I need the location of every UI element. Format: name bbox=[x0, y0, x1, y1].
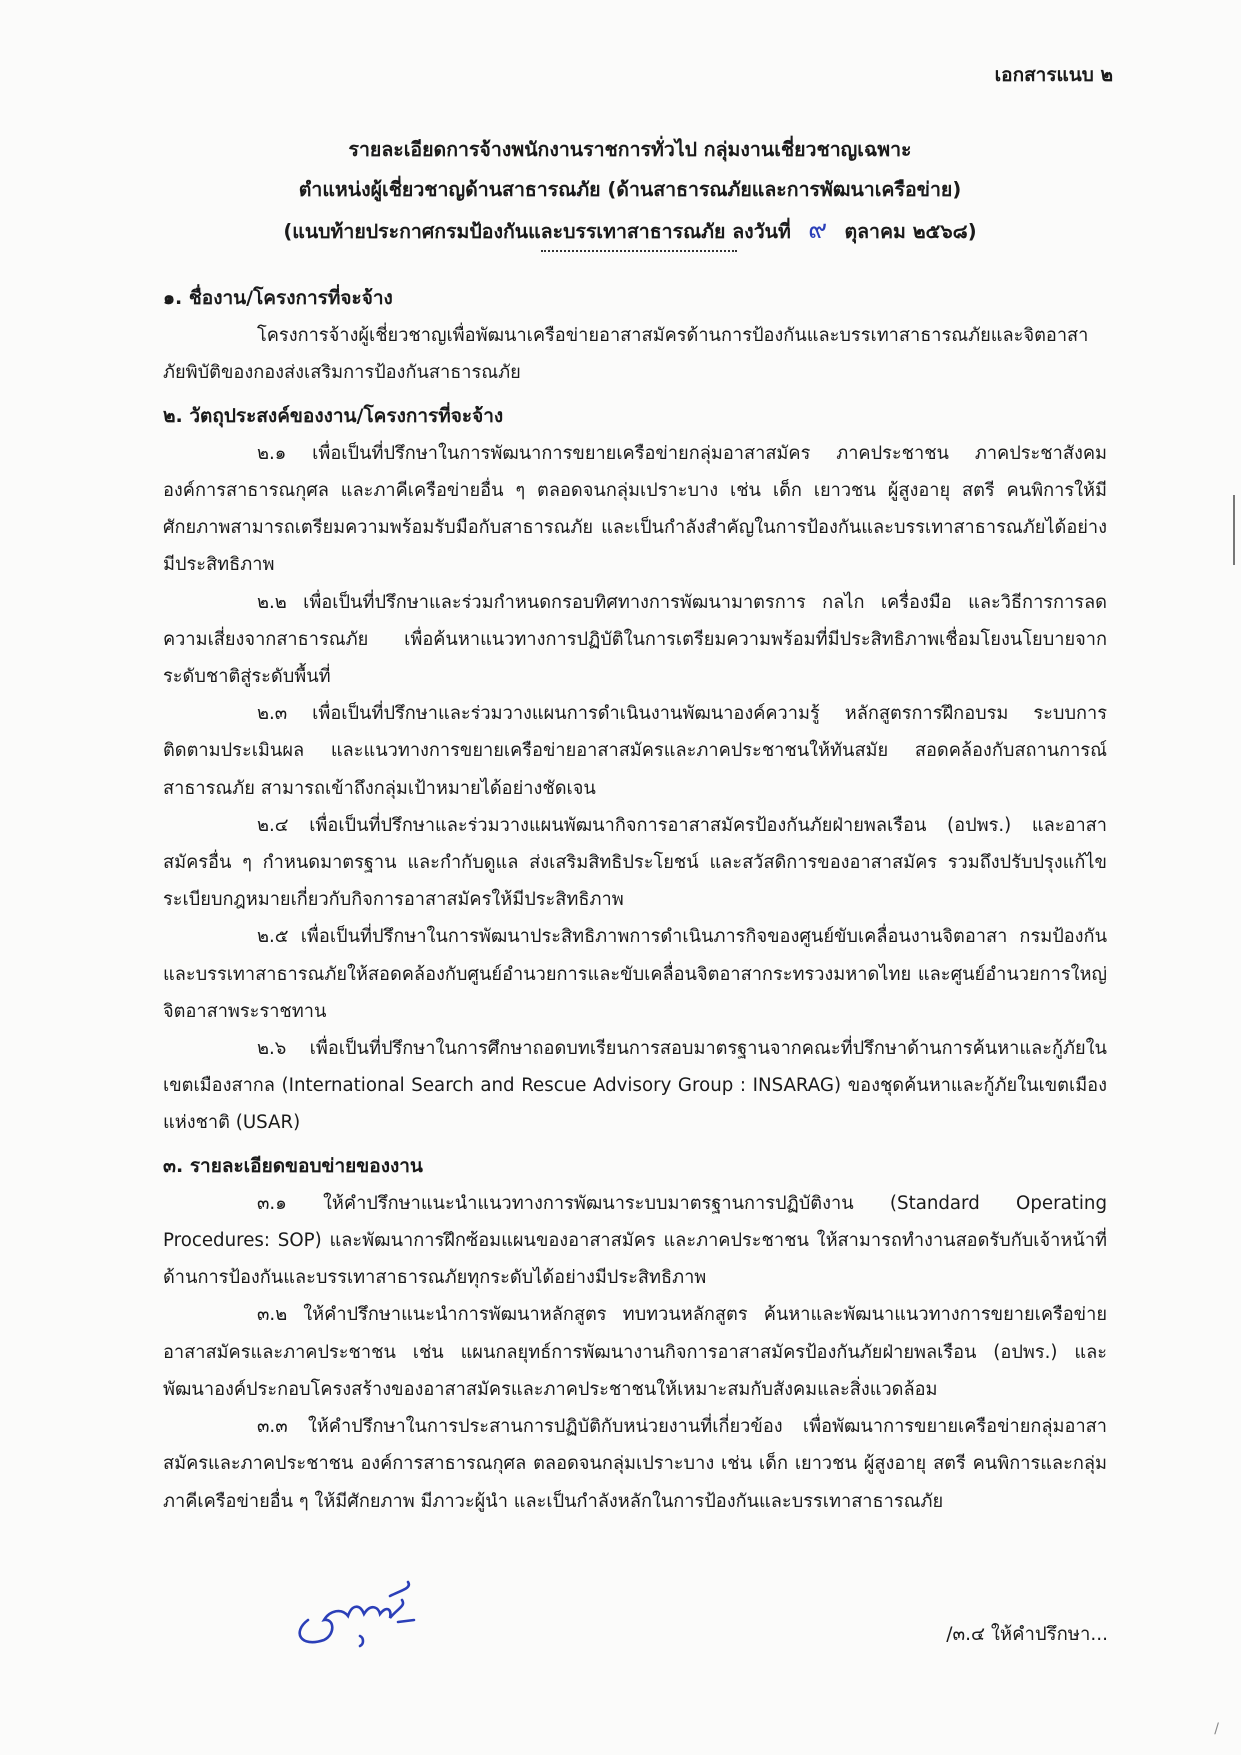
list-item: ๒.๕ เพื่อเป็นที่ปรึกษาในการพัฒนาประสิทธิภาพการดำเนินภารกิจของศูนย์ขับเคลื่อนงานจิตอาสา กรมป้องกันและบรรเทาสาธารณภัยให้สอดคล้องกับศูนย์อำนวยการและขับเคลื่อนจิตอาสากระทรวงมหาดไทย และศูนย์อำนวยการใหญ่จิตอาสาพระราชทาน bbox=[163, 926, 1107, 1022]
document-title bbox=[160, 130, 1100, 252]
list-item: ๓.๒ ให้คำปรึกษาแนะนำการพัฒนาหลักสูตร ทบทวนหลักสูตร ค้นหาและพัฒนาแนวทางการขยายเครือข่ายอาสาสมัครและภาคประชาชน เช่น แผนกลยุทธ์การพัฒนางานกิจการอาสาสมัครป้องกันภัยฝ่ายพลเรือน (อปพร.) และพัฒนาองค์ประกอบโครงสร้างของอาสาสมัครและภาคประชาชนให้เหมาะสมกับสังคมและสิ่งแวดล้อม bbox=[163, 1304, 1107, 1400]
section-paragraph: โครงการจ้างผู้เชี่ยวชาญเพื่อพัฒนาเครือข่ายอาสาสมัครด้านการป้องกันและบรรเทาสาธารณภัยและจิตอาสาภัยพิบัติของกองส่งเสริมการป้องกันสาธารณภัย bbox=[163, 325, 1089, 384]
title-line-1: รายละเอียดการจ้างพนักงานราชการทั่วไป กลุ่มงานเชี่ยวชาญเฉพาะ bbox=[348, 138, 912, 161]
section-heading: ๑. ชื่องาน/โครงการที่จะจ้าง bbox=[163, 287, 393, 309]
section-2 bbox=[163, 398, 1107, 1142]
list-item: ๒.๔ เพื่อเป็นที่ปรึกษาและร่วมวางแผนพัฒนากิจการอาสาสมัครป้องกันภัยฝ่ายพลเรือน (อปพร.) และอาสาสมัครอื่น ๆ กำหนดมาตรฐาน และกำกับดูแล ส่งเสริมสิทธิประโยชน์ และสวัสดิการของอาสาสมัคร รวมถึงปรับปรุงแก้ไขระเบียบกฎหมายเกี่ยวกับกิจการอาสาสมัครให้มีประสิทธิภาพ bbox=[163, 814, 1107, 911]
list-item: ๒.๖ เพื่อเป็นที่ปรึกษาในการศึกษาถอดบทเรียนการสอบมาตรฐานจากคณะที่ปรึกษาด้านการค้นหาและกู้ภัยในเขตเมืองสากล (International Search and Rescue Advisory Group : INSARAG) ของชุดค้นหาและกู้ภัยในเขตเมืองแห่งชาติ (USAR) bbox=[163, 1038, 1107, 1134]
section-heading: ๒. วัตถุประสงค์ของงาน/โครงการที่จะจ้าง bbox=[163, 404, 504, 427]
section-1 bbox=[163, 280, 1107, 392]
list-item: ๒.๑ เพื่อเป็นที่ปรึกษาในการพัฒนาการขยายเครือข่ายกลุ่มอาสาสมัคร ภาคประชาชน ภาคประชาสังคม องค์การสาธารณกุศล และภาคีเครือข่ายอื่น ๆ ตลอดจนกลุ่มเปราะบาง เช่น เด็ก เยาวชน ผู้สูงอายุ สตรี คนพิการให้มีศักยภาพสามารถเตรียมความพร้อมรับมือกับสาธารณภัย และเป็นกำลังสำคัญในการป้องกันและบรรเทาสาธารณภัยได้อย่างมีประสิทธิภาพ bbox=[163, 442, 1107, 576]
section-3 bbox=[163, 1148, 1107, 1520]
attachment-label: เอกสารแนบ ๒ bbox=[994, 64, 1113, 86]
continuation-note: /๓.๔ ให้คำปรึกษา... bbox=[946, 1624, 1108, 1645]
list-item: ๓.๓ ให้คำปรึกษาในการประสานการปฏิบัติกับหน่วยงานที่เกี่ยวข้อง เพื่อพัฒนาการขยายเครือข่ายกลุ่มอาสาสมัครและภาคประชาชน องค์การสาธารณกุศล ตลอดจนกลุ่มเปราะบาง เช่น เด็ก เยาวชน ผู้สูงอายุ สตรี คนพิการและกลุ่มภาคีเครือข่ายอื่น ๆ ให้มีศักยภาพ มีภาวะผู้นำ และเป็นกำลังหลักในการป้องกันและบรรเทาสาธารณภัย bbox=[163, 1416, 1107, 1512]
dotted-separator bbox=[541, 248, 737, 252]
handwritten-day: ๙ bbox=[808, 215, 828, 245]
list-item: ๓.๑ ให้คำปรึกษาแนะนำแนวทางการพัฒนาระบบมาตรฐานการปฏิบัติงาน (Standard Operating Procedures: SOP) และพัฒนาการฝึกซ้อมแผนของอาสาสมัคร และภาคประชาชน ให้สามารถทำงานสอดรับกับเจ้าหน้าที่ด้านการป้องกันและบรรเทาสาธารณภัยทุกระดับได้อย่างมีประสิทธิภาพ bbox=[163, 1192, 1107, 1289]
list-item: ๒.๒ เพื่อเป็นที่ปรึกษาและร่วมกำหนดกรอบทิศทางการพัฒนามาตรการ กลไก เครื่องมือ และวิธีการการลดความเสี่ยงจากสาธารณภัย เพื่อค้นหาแนวทางการปฏิบัติในการเตรียมความพร้อมที่มีประสิทธิภาพเชื่อมโยงนโยบายจากระดับชาติสู่ระดับพื้นที่ bbox=[163, 591, 1107, 688]
document-body bbox=[163, 280, 1107, 1526]
list-item: ๒.๓ เพื่อเป็นที่ปรึกษาและร่วมวางแผนการดำเนินงานพัฒนาองค์ความรู้ หลักสูตรการฝึกอบรม ระบบการติดตามประเมินผล และแนวทางการขยายเครือข่ายอาสาสมัครและภาคประชาชนให้ทันสมัย สอดคล้องกับสถานการณ์สาธารณภัย สามารถเข้าถึงกลุ่มเป้าหมายได้อย่างชัดเจน bbox=[163, 703, 1107, 799]
title-line-3 bbox=[160, 210, 1100, 252]
signature-image bbox=[290, 1560, 430, 1650]
scan-corner-mark: / bbox=[1214, 1721, 1219, 1737]
section-heading: ๓. รายละเอียดขอบข่ายของงาน bbox=[163, 1154, 423, 1177]
title-line-3-suffix: ตุลาคม ๒๕๖๘) bbox=[844, 220, 977, 243]
title-line-2: ตำแหน่งผู้เชี่ยวชาญด้านสาธารณภัย (ด้านสาธารณภัยและการพัฒนาเครือข่าย) bbox=[298, 178, 962, 201]
scan-edge-mark bbox=[1233, 495, 1241, 565]
title-line-3-prefix: (แนบท้ายประกาศกรมป้องกันและบรรเทาสาธารณภัย ลงวันที่ bbox=[283, 220, 791, 243]
